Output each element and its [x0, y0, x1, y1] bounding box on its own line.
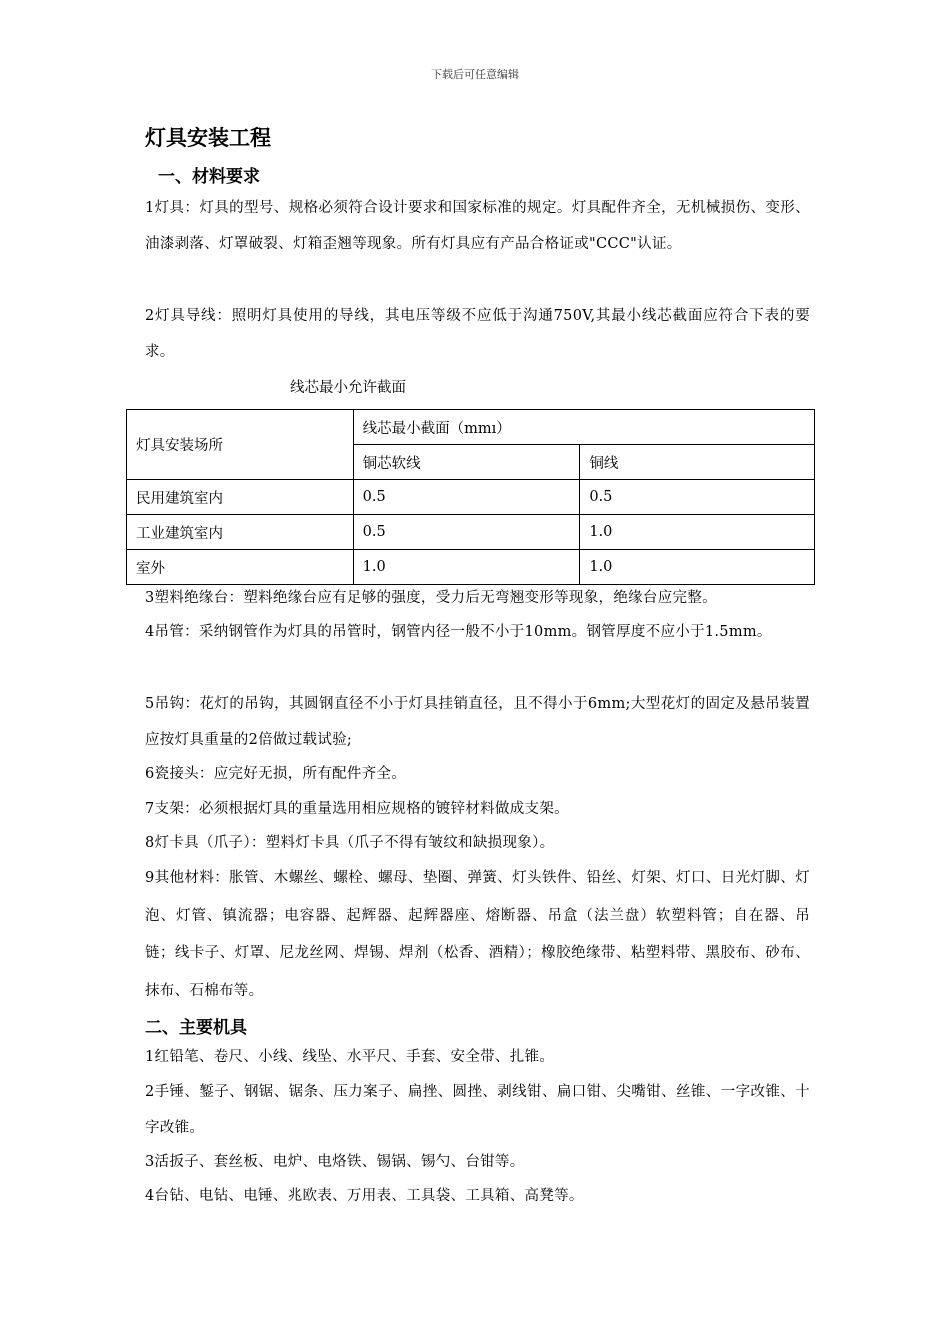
table-row: [127, 515, 815, 550]
paragraph-hook: 5吊钩：花灯的吊钩，其圆钢直径不小于灯具挂销直径，且不得小于6mm;大型花灯的固定及悬吊装置应按灯具重量的2倍做过载试验;: [145, 696, 810, 748]
paragraph-lamp-clamp: 8灯卡具（爪子）：塑料灯卡具（爪子不得有皱纹和缺损现象）。: [145, 835, 555, 851]
cell-place: 民用建筑室内: [127, 480, 354, 515]
header-copper-soft-wire: 铜芯软线: [353, 445, 580, 480]
table-caption: 线芯最小允许截面: [290, 380, 406, 396]
section-heading-tools: 二、主要机具: [145, 1018, 247, 1038]
paragraph-hanging-pipe: 4吊管：采纳钢管作为灯具的吊管时，钢管内径一般不小于10mm。钢管厚度不应小于1.5mm。: [145, 624, 772, 640]
table-header-row: [127, 410, 815, 445]
paragraph-plastic-base: 3塑料绝缘台：塑料绝缘台应有足够的强度，受力后无弯翘变形等现象，绝缘台应完整。: [145, 590, 717, 606]
header-install-place: 灯具安装场所: [127, 410, 354, 480]
cell-place: 工业建筑室内: [127, 515, 354, 550]
document-title: 灯具安装工程: [145, 126, 271, 150]
cell-wire: 0.5: [580, 480, 815, 515]
page-header-note: 下载后可任意编辑: [431, 68, 519, 81]
paragraph-tools-1: 1红铅笔、卷尺、小线、线坠、水平尺、手套、安全带、扎锥。: [145, 1049, 555, 1065]
cell-wire: 1.0: [580, 550, 815, 585]
paragraph-lamp-wires: 2灯具导线：照明灯具使用的导线，其电压等级不应低于沟通750V,其最小线芯截面应符合下表的要求。: [145, 308, 810, 360]
paragraph-other-materials: 9其他材料：胀管、木螺丝、螺栓、螺母、垫圈、弹簧、灯头铁件、铅丝、灯架、灯口、日光灯脚、灯泡、灯管、镇流器；电容器、起辉器、起辉器座、熔断器、吊盒（法兰盘）软塑料管；自在器、吊链；线卡子、灯罩、尼龙丝网、焊锡、焊剂（松香、酒精）；橡胶绝缘带、粘塑料带、黑胶布、砂布、抹布、石棉布等。: [145, 870, 810, 999]
paragraph-porcelain-joint: 6瓷接头：应完好无损，所有配件齐全。: [145, 766, 407, 782]
paragraph-lamps: 1灯具：灯具的型号、规格必须符合设计要求和国家标准的规定。灯具配件齐全，无机械损伤、变形、油漆剥落、灯罩破裂、灯箱歪翘等现象。所有灯具应有产品合格证或"CCC"认证。: [145, 200, 810, 252]
header-min-section: 线芯最小截面（mmı）: [353, 410, 814, 445]
cell-soft: 0.5: [353, 515, 580, 550]
cell-wire: 1.0: [580, 515, 815, 550]
cell-soft: 0.5: [353, 480, 580, 515]
cell-soft: 1.0: [353, 550, 580, 585]
wire-section-table: [126, 409, 815, 585]
paragraph-tools-4: 4台钻、电钻、电锤、兆欧表、万用表、工具袋、工具箱、高凳等。: [145, 1188, 584, 1204]
section-heading-materials: 一、材料要求: [158, 167, 260, 187]
paragraph-tools-3: 3活扳子、套丝板、电炉、电烙铁、锡锅、锡勺、台钳等。: [145, 1154, 525, 1170]
header-copper-wire: 铜线: [580, 445, 815, 480]
table-row: [127, 480, 815, 515]
paragraph-tools-2: 2手锤、錾子、钢锯、锯条、压力案子、扁挫、圆挫、剥线钳、扁口钳、尖嘴钳、丝锥、一字改锥、十字改锥。: [145, 1084, 810, 1136]
paragraph-bracket: 7支架：必须根据灯具的重量选用相应规格的镀锌材料做成支架。: [145, 801, 569, 817]
cell-place: 室外: [127, 550, 354, 585]
